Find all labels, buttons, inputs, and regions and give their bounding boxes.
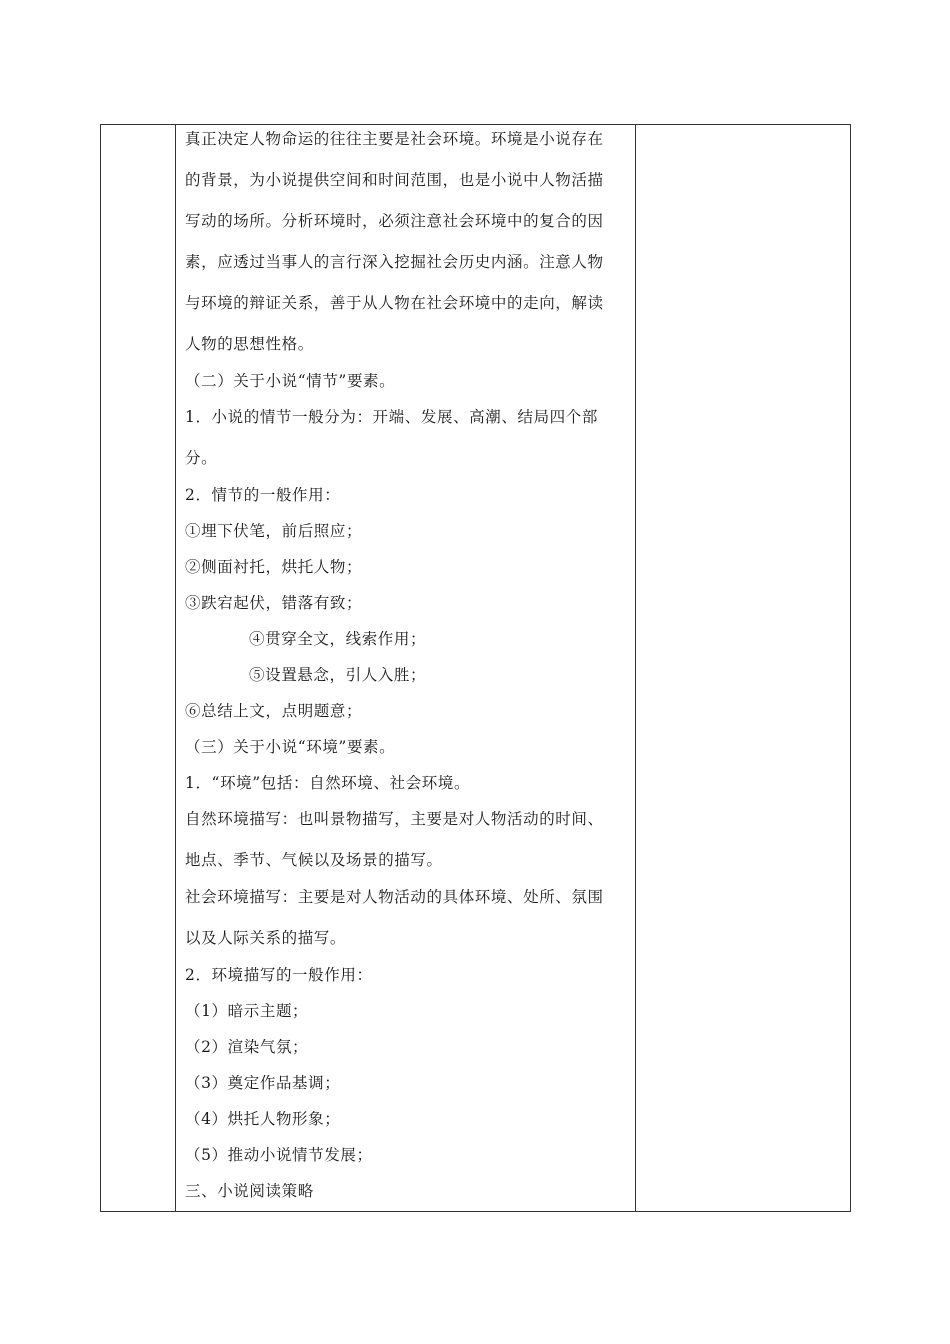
- column-divider-right: [635, 125, 636, 1211]
- column-divider-left: [175, 125, 176, 1211]
- list-item: ③跌宕起伏，错落有致；: [185, 594, 363, 612]
- text-line: 地点、季节、气候以及场景的描写。: [185, 851, 443, 869]
- text-line: 真正决定人物命运的往往主要是社会环境。环境是小说存在: [185, 130, 604, 148]
- text-line: 人物的思想性格。: [185, 335, 314, 353]
- list-item: （3）奠定作品基调；: [185, 1074, 341, 1092]
- text-line: 1．小说的情节一般分为：开端、发展、高潮、结局四个部: [185, 408, 598, 426]
- list-item: （1）暗示主题；: [185, 1002, 309, 1020]
- list-item: （5）推动小说情节发展；: [185, 1146, 373, 1164]
- text-line: 素，应透过当事人的言行深入挖掘社会历史内涵。注意人物: [185, 253, 604, 271]
- list-item: ④贯穿全文，线索作用；: [249, 630, 427, 648]
- text-line: 社会环境描写：主要是对人物活动的具体环境、处所、氛围: [185, 888, 604, 906]
- list-item: ①埋下伏笔，前后照应；: [185, 522, 363, 540]
- section-heading: （三）关于小说“环境”要素。: [185, 738, 396, 756]
- text-line: 自然环境描写：也叫景物描写，主要是对人物活动的时间、: [185, 810, 604, 828]
- text-line: 1．“环境”包括：自然环境、社会环境。: [185, 774, 471, 792]
- list-item: ②侧面衬托，烘托人物；: [185, 558, 363, 576]
- list-item: ⑥总结上文，点明题意；: [185, 702, 363, 720]
- section-heading: （二）关于小说“情节”要素。: [185, 372, 396, 390]
- text-line: 的背景，为小说提供空间和时间范围，也是小说中人物活描: [185, 171, 604, 189]
- text-line: 写动的场所。分析环境时，必须注意社会环境中的复合的因: [185, 212, 604, 230]
- text-line: 分。: [185, 449, 218, 467]
- text-line: 2．环境描写的一般作用：: [185, 966, 373, 984]
- text-line: 以及人际关系的描写。: [185, 929, 347, 947]
- list-item: （2）渲染气氛；: [185, 1038, 309, 1056]
- text-line: 2．情节的一般作用：: [185, 486, 341, 504]
- list-item: ⑤设置悬念，引人入胜；: [249, 666, 427, 684]
- list-item: （4）烘托人物形象；: [185, 1110, 341, 1128]
- lesson-table: [100, 124, 851, 1212]
- text-line: 与环境的辩证关系，善于从人物在社会环境中的走向，解读: [185, 294, 604, 312]
- section-heading: 三、小说阅读策略: [185, 1182, 314, 1200]
